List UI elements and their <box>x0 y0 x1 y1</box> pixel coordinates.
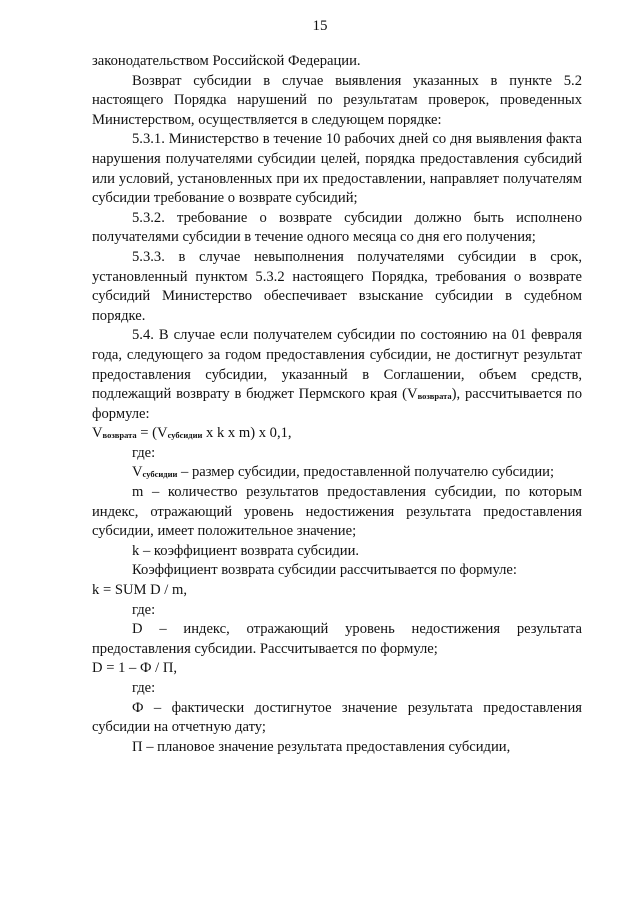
def-k: k – коэффициент возврата субсидии. <box>132 542 360 559</box>
formula-v-subscript: возврата <box>102 430 137 441</box>
def-p: П – плановое значение результата предоставления субсидии, <box>132 738 511 755</box>
formula-subsidy-subscript: субсидии <box>167 430 203 441</box>
paragraph-continuation: законодательством Российской Федерации. <box>92 53 361 69</box>
def-v-subsidy <box>92 463 582 483</box>
document-body <box>92 52 582 757</box>
where-label-2: где: <box>132 601 156 618</box>
formula-eq: = (V <box>136 425 168 442</box>
page-number: 15 <box>312 18 328 34</box>
paragraph-5-4 <box>92 326 582 424</box>
where-label-3: где: <box>132 680 156 696</box>
paragraph-5-3-1: 5.3.1. Министерство в течение 10 рабочих дней со дня выявления факта нарушения получателями субсидии целей, порядка предоставления субсидий или условий, установленных при их предоставлении, направляет получателям субсидии требование о возврате субсидий; <box>92 131 582 207</box>
where-label-1: где: <box>132 444 156 461</box>
paragraph-5-4-tail: ), рассчитывается по формуле: <box>92 386 582 422</box>
k-formula-intro: Коэффициент возврата субсидии рассчитывается по формуле: <box>132 562 517 579</box>
def-v-subscript: субсидии <box>142 469 178 480</box>
formula-d: D = 1 – Ф / П, <box>92 660 178 677</box>
paragraph-5-4-text: 5.4. В случае если получателем субсидии по состоянию на 01 февраля года, следующего за годом предоставления субсидии, не достигнут результат предоставления субсидии, указанный в Соглашении, объем средств, подлежащий возврату в бюджет Пермского края (V <box>92 327 582 403</box>
def-f: Ф – фактически достигнутое значение результата предоставления субсидии на отчетную дату; <box>92 699 582 736</box>
formula-rest: x k x m) x 0,1, <box>202 425 292 442</box>
def-m: m – количество результатов предоставления субсидии, по которым индекс, отражающий уровень недостижения результата предоставления субсидии, имеет положительное значение; <box>92 484 582 540</box>
def-v-text: – размер субсидии, предоставленной получателю субсидии; <box>177 464 555 481</box>
def-d: D – индекс, отражающий уровень недостижения результата предоставления субсидии. Рассчитывается по формуле; <box>92 621 582 657</box>
paragraph-return-procedure: Возврат субсидии в случае выявления указанных в пункте 5.2 настоящего Порядка нарушений по результатам проверок, проведенных Министерством, осуществляется в следующем порядке: <box>92 72 582 128</box>
paragraph-5-3-2: 5.3.2. требование о возврате субсидии должно быть исполнено получателями субсидии в течение одного месяца со дня его получения; <box>92 209 582 246</box>
formula-v: V <box>92 425 103 442</box>
paragraph-5-4-subscript: возврата <box>417 391 452 402</box>
def-v-symbol: V <box>132 464 143 481</box>
formula-v-return <box>92 424 582 444</box>
paragraph-5-3-3: 5.3.3. в случае невыполнения получателями субсидии в срок, установленный пунктом 5.3.2 настоящего Порядка, требования о возврате субсидий Министерство обеспечивает взыскание субсидии в судебном порядке. <box>92 248 582 324</box>
formula-k: k = SUM D / m, <box>92 582 187 599</box>
